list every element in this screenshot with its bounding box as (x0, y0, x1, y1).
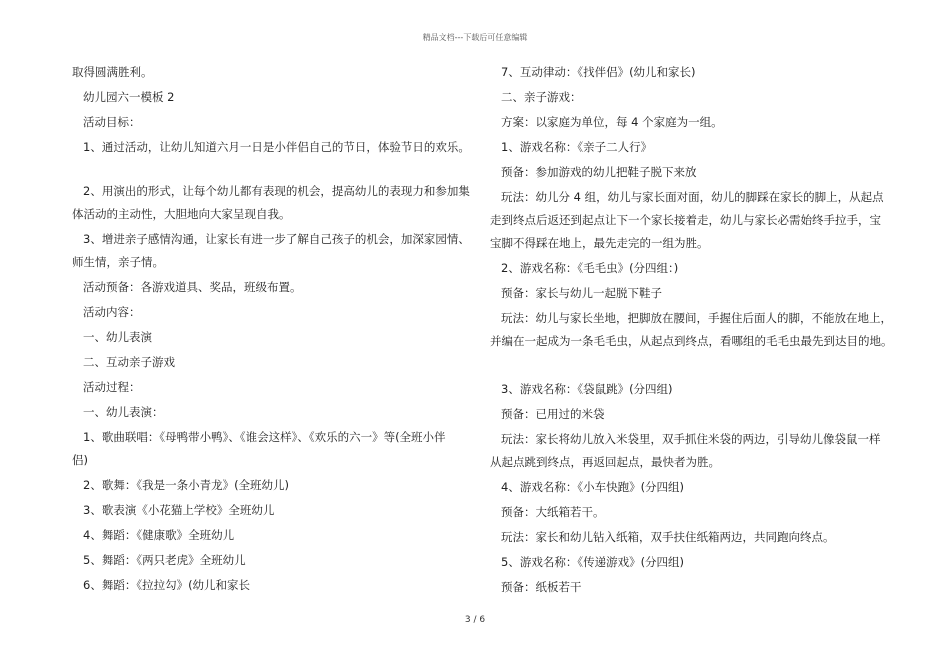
paragraph-line: 7、互动律动：《找伴侣》(幼儿和家长) (501, 65, 696, 79)
paragraph-line: 玩法：家长和幼儿钻入纸箱，双手扶住纸箱两边，共同跑向终点。 (501, 530, 835, 544)
paragraph-line: 方案：以家庭为单位，每 4 个家庭为一组。 (501, 115, 723, 129)
paragraph-line: 二、互动亲子游戏 (83, 355, 175, 369)
paragraph-line: 从起点跳到终点，再返回起点，最快者为胜。 (490, 455, 720, 469)
paragraph-line: 4、舞蹈：《健康歌》全班幼儿 (83, 528, 235, 542)
paragraph-line: 1、歌曲联唱：《母鸭带小鸭》、《谁会这样》、《欢乐的六一》等(全班小伴 (83, 430, 446, 444)
paragraph-line: 活动目标： (83, 115, 141, 129)
paragraph-line: 玩法：幼儿分 4 组，幼儿与家长面对面，幼儿的脚踩在家长的脚上，从起点 (501, 190, 884, 204)
paragraph-line: 玩法：家长将幼儿放入米袋里，双手抓住米袋的两边，引导幼儿像袋鼠一样 (501, 432, 881, 446)
paragraph-line: 预备：已用过的米袋 (501, 407, 605, 421)
right-column (490, 64, 893, 604)
paragraph-line: 预备：家长与幼儿一起脱下鞋子 (501, 286, 662, 300)
left-column (72, 64, 472, 602)
paragraph-line: 3、游戏名称：《袋鼠跳》(分四组) (501, 382, 673, 396)
paragraph-line: 活动内容： (83, 305, 141, 319)
paragraph-line: 预备：纸板若干 (501, 580, 582, 594)
paragraph-line: 体活动的主动性，大胆地向大家呈现自我。 (72, 207, 291, 221)
page-number: 3 / 6 (464, 615, 486, 625)
paragraph-line: 1、游戏名称：《亲子二人行》 (501, 140, 653, 154)
paragraph-line: 6、舞蹈：《拉拉勾》(幼儿和家长 (83, 578, 251, 592)
paragraph-line: 并编在一起成为一条毛毛虫，从起点到终点，看哪组的毛毛虫最先到达目的地。 (490, 334, 893, 348)
paragraph-line: 1、通过活动，让幼儿知道六月一日是小伴侣自己的节日，体验节日的欢乐。 (83, 140, 470, 154)
page-header: 精品文档---下载后可任意编辑 (422, 33, 528, 42)
paragraph-line: 走到终点后返还到起点让下一个家长接着走，幼儿与家长必需始终手拉手，宝 (490, 213, 881, 227)
paragraph-line: 5、游戏名称：《传递游戏》(分四组) (501, 555, 685, 569)
paragraph-line: 侣) (72, 453, 88, 467)
paragraph-line: 师生情，亲子情。 (72, 255, 164, 269)
paragraph-line: 3、增进亲子感情沟通，让家长有进一步了解自己孩子的机会，加深家园情、 (83, 232, 470, 246)
paragraph-line: 4、游戏名称：《小车快跑》(分四组) (501, 480, 685, 494)
paragraph-line: 一、幼儿表演： (83, 405, 164, 419)
paragraph-line: 预备：参加游戏的幼儿把鞋子脱下来放 (501, 165, 697, 179)
paragraph-line: 取得圆满胜利。 (72, 65, 153, 79)
paragraph-line: 3、歌表演《小花猫上学校》全班幼儿 (83, 503, 275, 517)
paragraph-line: 2、游戏名称：《毛毛虫》(分四组：) (501, 261, 679, 275)
paragraph-line: 幼儿园六一模板 2 (83, 90, 175, 104)
paragraph-line: 一、幼儿表演 (83, 330, 152, 344)
paragraph-line: 预备：大纸箱若干。 (501, 505, 605, 519)
paragraph-line: 二、亲子游戏： (501, 90, 582, 104)
paragraph-line: 玩法：幼儿与家长坐地，把脚放在腰间，手握住后面人的脚，不能放在地上， (501, 311, 892, 325)
paragraph-line: 2、用演出的形式，让每个幼儿都有表现的机会，提高幼儿的表现力和参加集 (83, 184, 470, 198)
paragraph-line: 5、舞蹈：《两只老虎》全班幼儿 (83, 553, 246, 567)
paragraph-line: 活动预备：各游戏道具、奖品，班级布置。 (83, 280, 302, 294)
paragraph-line: 2、歌舞：《我是一条小青龙》(全班幼儿) (83, 478, 290, 492)
paragraph-line: 活动过程： (83, 380, 141, 394)
paragraph-line: 宝脚不得踩在地上，最先走完的一组为胜。 (490, 236, 709, 250)
